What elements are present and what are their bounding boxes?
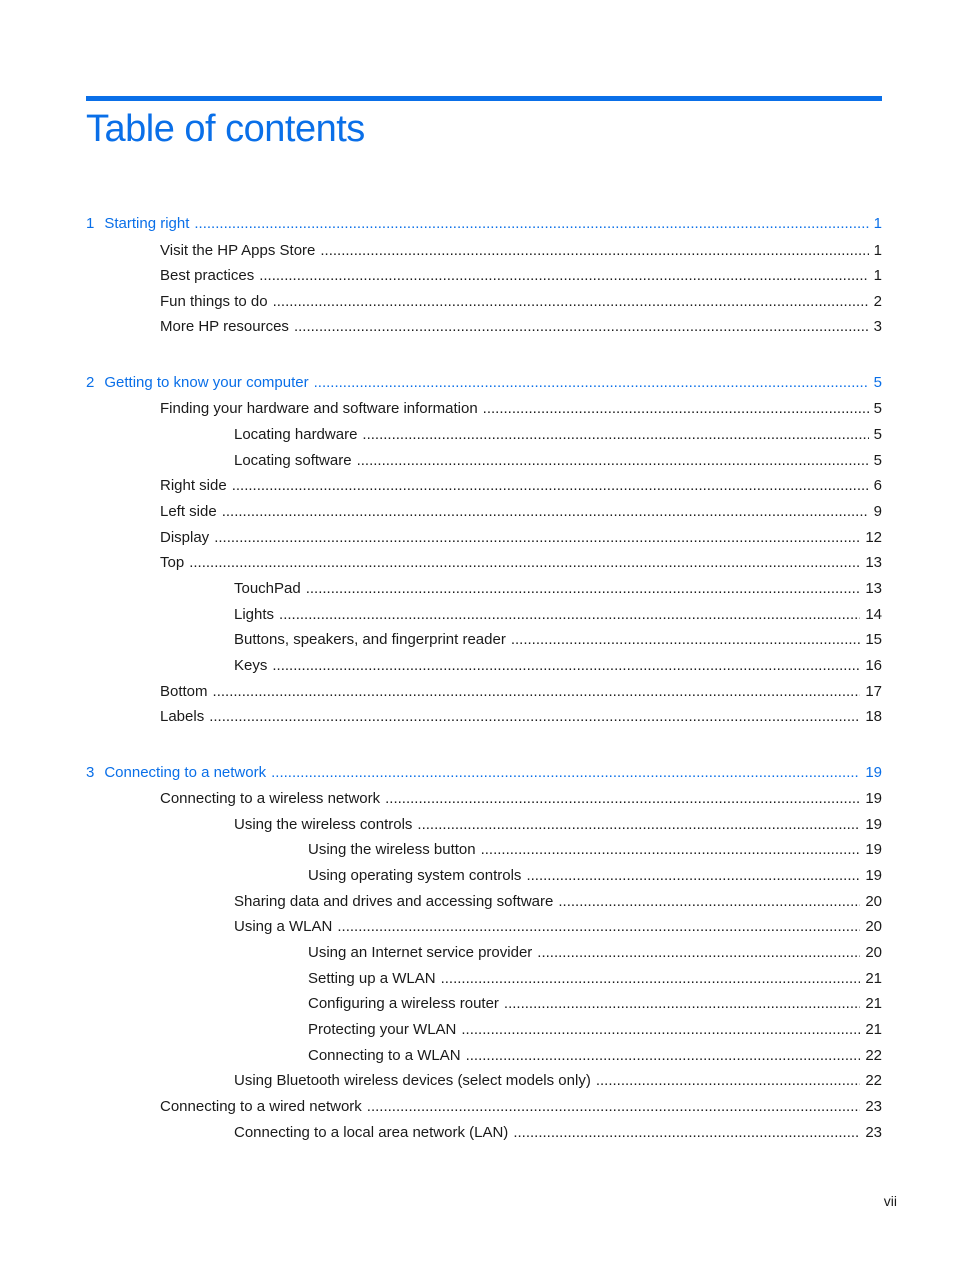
toc-dot-leader: [596, 1071, 860, 1091]
toc-chapter-number: 2: [86, 374, 95, 391]
toc-entry-title: Using Bluetooth wireless devices (select models only): [234, 1072, 591, 1089]
toc-entry-title: Connecting to a local area network (LAN): [234, 1124, 509, 1141]
toc-entry-title: Connecting to a wired network: [160, 1098, 362, 1115]
toc-page-number: 23: [865, 1098, 882, 1115]
toc-entry-title: Locating hardware: [234, 426, 358, 443]
toc-page-number: 6: [873, 477, 882, 494]
toc-entry[interactable]: [234, 892, 882, 912]
toc-page-number: 23: [865, 1124, 882, 1141]
toc-entry[interactable]: [308, 840, 882, 860]
toc-entry-title: Using operating system controls: [308, 867, 522, 884]
toc-dot-leader: [189, 553, 860, 573]
toc-entry-title: Left side: [160, 503, 217, 520]
toc-page-number: 19: [865, 764, 882, 781]
toc-dot-leader: [259, 266, 868, 286]
toc-page-number: 20: [865, 944, 882, 961]
toc-dot-leader: [461, 1020, 860, 1040]
toc-page-number: 18: [865, 708, 882, 725]
toc-dot-leader: [513, 1123, 860, 1143]
toc-dot-leader: [483, 399, 869, 419]
toc-page-number: 16: [865, 657, 882, 674]
toc-dot-leader: [320, 241, 868, 261]
toc-page-number: 2: [873, 293, 882, 310]
toc-page-number: 19: [865, 816, 882, 833]
toc-chapter-entry[interactable]: [86, 373, 882, 393]
toc-page-number: 5: [873, 426, 882, 443]
toc-dot-leader: [537, 943, 860, 963]
toc-dot-leader: [504, 994, 860, 1014]
toc-entry-title: Protecting your WLAN: [308, 1021, 457, 1038]
toc-entry-title: Display: [160, 529, 210, 546]
toc-page-number: 21: [865, 970, 882, 987]
toc-page-number: 1: [873, 267, 882, 284]
toc-entry[interactable]: [308, 969, 882, 989]
toc-entry[interactable]: [160, 476, 882, 496]
toc-entry[interactable]: [308, 866, 882, 886]
toc-page-number: 5: [873, 452, 882, 469]
toc-entry[interactable]: [234, 656, 882, 676]
toc-entry[interactable]: [234, 630, 882, 650]
toc-entry-title: Using an Internet service provider: [308, 944, 533, 961]
toc-entry-title: Lights: [234, 606, 275, 623]
toc-page-number: 21: [865, 1021, 882, 1038]
toc-entry[interactable]: [234, 579, 882, 599]
toc-entry[interactable]: [160, 399, 882, 419]
toc-chapter-entry[interactable]: [86, 763, 882, 783]
toc-page-number: 14: [865, 606, 882, 623]
toc-dot-leader: [417, 815, 860, 835]
toc-dot-leader: [209, 707, 860, 727]
toc-entry-title: Finding your hardware and software information: [160, 400, 478, 417]
toc-entry[interactable]: [160, 682, 882, 702]
title-rule: [86, 96, 882, 101]
toc-entry-title: Keys: [234, 657, 268, 674]
toc-entry-title: Best practices: [160, 267, 255, 284]
toc-dot-leader: [232, 476, 869, 496]
toc-entry-title: Starting right: [104, 215, 190, 232]
toc-dot-leader: [357, 451, 869, 471]
toc-page-number: 15: [865, 631, 882, 648]
toc-dot-leader: [273, 292, 869, 312]
toc-dot-leader: [466, 1046, 861, 1066]
toc-entry[interactable]: [234, 605, 882, 625]
toc-entry[interactable]: [308, 994, 882, 1014]
toc-dot-leader: [367, 1097, 861, 1117]
toc-page-number: 1: [873, 215, 882, 232]
toc-dot-leader: [558, 892, 860, 912]
toc-page-number: 5: [873, 400, 882, 417]
toc-entry-title: Bottom: [160, 683, 208, 700]
toc-page-number: 22: [865, 1047, 882, 1064]
toc-chapter-number: 3: [86, 764, 95, 781]
toc-page-number: 20: [865, 893, 882, 910]
toc-page-number: 3: [873, 318, 882, 335]
toc-entry-title: More HP resources: [160, 318, 289, 335]
toc-entry-title: Configuring a wireless router: [308, 995, 499, 1012]
toc-page-number: 13: [865, 580, 882, 597]
page-title: Table of contents: [86, 108, 365, 150]
toc-entry[interactable]: [308, 943, 882, 963]
toc-entry[interactable]: [160, 502, 882, 522]
toc-page-number: 17: [865, 683, 882, 700]
toc-entry[interactable]: [308, 1046, 882, 1066]
toc-dot-leader: [511, 630, 860, 650]
toc-entry-title: Setting up a WLAN: [308, 970, 436, 987]
toc-entry-title: TouchPad: [234, 580, 301, 597]
toc-page-number: 19: [865, 790, 882, 807]
toc-dot-leader: [306, 579, 861, 599]
toc-entry-title: Labels: [160, 708, 205, 725]
toc-entry-title: Locating software: [234, 452, 352, 469]
toc-entry[interactable]: [160, 553, 882, 573]
toc-dot-leader: [481, 840, 861, 860]
toc-entry-title: Using the wireless button: [308, 841, 476, 858]
toc-dot-leader: [385, 789, 860, 809]
toc-dot-leader: [194, 214, 868, 234]
toc-entry[interactable]: [160, 292, 882, 312]
toc-entry[interactable]: [160, 317, 882, 337]
toc-entry-title: Using a WLAN: [234, 918, 333, 935]
toc-dot-leader: [214, 528, 860, 548]
toc-entry[interactable]: [160, 707, 882, 727]
toc-page-number: 9: [873, 503, 882, 520]
toc-page-number: 12: [865, 529, 882, 546]
toc-entry-title: Fun things to do: [160, 293, 268, 310]
toc-entry-title: Using the wireless controls: [234, 816, 413, 833]
toc-entry[interactable]: [160, 789, 882, 809]
toc-entry[interactable]: [234, 451, 882, 471]
toc-page-number: 21: [865, 995, 882, 1012]
toc-entry-title: Right side: [160, 477, 227, 494]
toc-dot-leader: [271, 763, 860, 783]
toc-entry-title: Buttons, speakers, and fingerprint reader: [234, 631, 506, 648]
toc-entry[interactable]: [234, 917, 882, 937]
toc-dot-leader: [314, 373, 869, 393]
toc-entry[interactable]: [160, 241, 882, 261]
toc-entry-title: Connecting to a WLAN: [308, 1047, 461, 1064]
toc-entry[interactable]: [160, 1097, 882, 1117]
toc-page-number: 5: [873, 374, 882, 391]
toc-entry[interactable]: [308, 1020, 882, 1040]
toc-chapter-number: 1: [86, 215, 95, 232]
toc-dot-leader: [222, 502, 869, 522]
toc-dot-leader: [441, 969, 861, 989]
toc-page-number: 13: [865, 554, 882, 571]
toc-dot-leader: [294, 317, 869, 337]
toc-entry[interactable]: [160, 528, 882, 548]
toc-dot-leader: [337, 917, 860, 937]
toc-entry-title: Top: [160, 554, 185, 571]
toc-dot-leader: [279, 605, 860, 625]
toc-entry-title: Visit the HP Apps Store: [160, 242, 316, 259]
toc-dot-leader: [213, 682, 861, 702]
toc-entry-title: Sharing data and drives and accessing software: [234, 893, 554, 910]
toc-entry[interactable]: [234, 1071, 882, 1091]
toc-dot-leader: [272, 656, 860, 676]
toc-chapter-entry[interactable]: [86, 214, 882, 234]
toc-page-number: 20: [865, 918, 882, 935]
toc-page-number: 1: [873, 242, 882, 259]
toc-page-number: 19: [865, 841, 882, 858]
toc-entry[interactable]: [234, 815, 882, 835]
toc-entry-title: Connecting to a network: [104, 764, 267, 781]
toc-entry-title: Connecting to a wireless network: [160, 790, 381, 807]
toc-entry[interactable]: [234, 1123, 882, 1143]
toc-entry[interactable]: [160, 266, 882, 286]
toc-entry[interactable]: [234, 425, 882, 445]
toc-entry-title: Getting to know your computer: [104, 374, 309, 391]
toc-page-number: 22: [865, 1072, 882, 1089]
page-number: vii: [883, 1193, 897, 1209]
toc-dot-leader: [362, 425, 868, 445]
toc-page-number: 19: [865, 867, 882, 884]
toc-dot-leader: [526, 866, 860, 886]
